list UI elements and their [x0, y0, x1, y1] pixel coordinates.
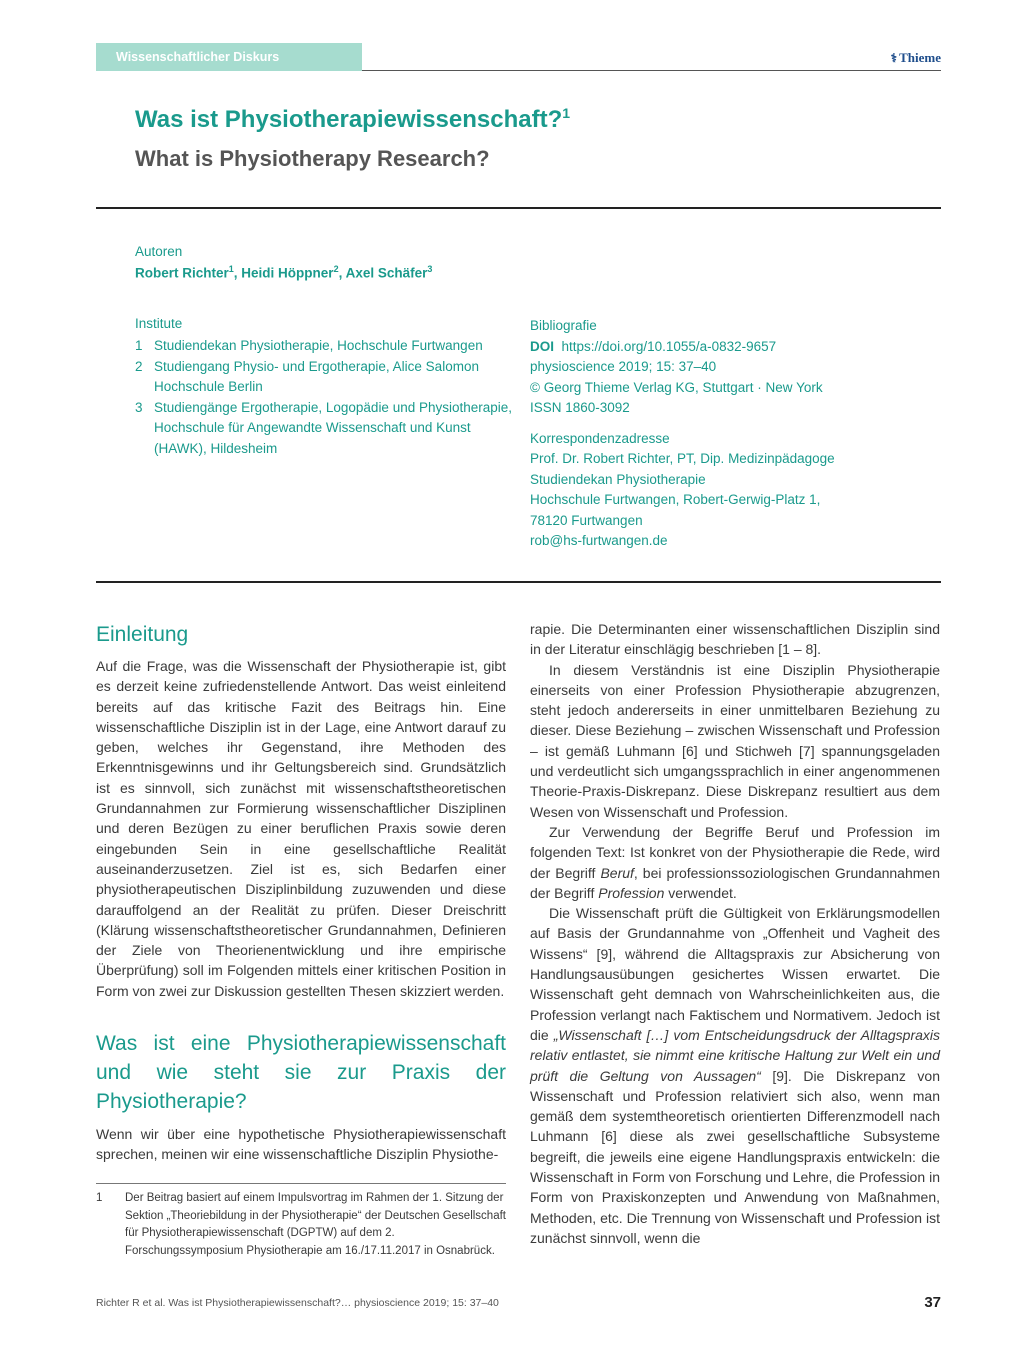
author: Heidi Höppner — [241, 265, 334, 281]
header-block-rule — [96, 581, 941, 583]
article-subtitle: What is Physiotherapy Research? — [135, 146, 490, 171]
publisher-logo — [891, 50, 941, 66]
staff-of-asclepius-icon: ⚕ — [890, 51, 898, 65]
institute-item: 1 Studiendekan Physiotherapie, Hochschule Furtwangen — [135, 338, 483, 353]
correspondence-line: Studiendekan Physiotherapie — [530, 471, 706, 487]
correspondence-label: Korrespondenzadresse — [530, 430, 670, 446]
institute-item: 3 Studiengänge Ergotherapie, Logopädie und Physiotherapie, Hochschule für Angewandte Wissenschaft und Kunst (HAWK), Hildesheim — [135, 399, 513, 456]
paragraph: Wenn wir über eine hypothetische Physiotherapiewissenschaft sprechen, meinen wir eine wissenschaftliche Disziplin Physiothe- — [96, 1126, 506, 1163]
footer-citation: Richter R et al. Was ist Physiotherapiewissenschaft?… physioscience 2019; 15: 37–40 — [96, 1297, 499, 1309]
author: Robert Richter — [135, 265, 229, 281]
paragraph: Die Wissenschaft prüft die Gültigkeit von Erklärungsmodellen auf Basis der Grundannahme von „Offenheit und Vagheit des Wissens“ [9], während die Alltagspraxis zur Absicherung von Handlungsausübungen gesichertes Wissen erwartet. Die Wissenschaft geht demnach von Wahrscheinlichkeiten aus, die Profession verlangt nach Faktischem und Normativem. Jedoch ist die „Wissenschaft […] vom Entscheidungsdruck der Alltagspraxis relativ entlastet, sie nimmt eine kritische Haltung zur Welt ein und prüft die Geltung von Aussagen“ [9]. Die Diskrepanz von Wissenschaft und Profession relativiert sich also, wenn man gemäß dem systemtheoretisch orientierten Differenzmodell nach Luhmann [6] diese als zwei gesellschaftliche Subsysteme begreift, die jeweils eine eigene Handlungspraxis entwickeln: die Wissenschaft in Form von Forschung und Lehre, die Profession in Form von Praxiskonzepten und Anwendung von Maßnahmen, Methoden, etc. Die Trennung von Wissenschaft und Profession ist zunächst sinnvoll, wenn die — [530, 905, 941, 1246]
title-rule — [96, 207, 941, 209]
paragraph: rapie. Die Determinanten einer wissenschaftlichen Disziplin sind in der Literatur einschlägig beschrieben [1 – 8]. — [530, 621, 940, 658]
heading-intro: Einleitung — [96, 623, 189, 646]
doi-line: DOI https://doi.org/10.1055/a-0832-9657 — [530, 338, 777, 354]
doi-link[interactable]: https://doi.org/10.1055/a-0832-9657 — [561, 338, 777, 354]
heading-section-2: Was ist eine Physiotherapiewissenschaft und wie steht sie zur Praxis der Physiotherapie? — [96, 1032, 506, 1114]
left-column — [96, 620, 506, 1165]
institutes-label: Institute — [135, 316, 183, 331]
header-rule — [362, 70, 941, 71]
footnote-rule — [96, 1183, 506, 1184]
correspondence-line: Hochschule Furtwangen, Robert-Gerwig-Platz 1, — [530, 492, 821, 507]
paragraph: In diesem Verständnis ist eine Disziplin Physiotherapie einerseits von einer Profession Physiotherapie abzugrenzen, steht jedoch andererseits in einer unmittelbaren Beziehung zu dieser. Diese Beziehung – zwischen Wissenschaft und Profession – ist gemäß Luhmann [6] und Stichweh [7] spannungsgeladen und verdeutlicht sich umgangssprachlich in einer angenommenen Theorie-Praxis-Diskrepanz. Diese Diskrepanz resultiert aus dem Wesen von Wissenschaft und Profession. — [530, 661, 940, 820]
footnote: 1 Der Beitrag basiert auf einem Impulsvortrag im Rahmen der 1. Sitzung der Sektion „Theoriebildung in der Physiotherapie“ der Deutschen Gesellschaft für Physiotherapiewissenschaft (DGPTW) auf dem 2. Forschungssymposium Physiotherapie am 16./17.11.2017 in Osnabrück. — [96, 1192, 506, 1257]
correspondence-line: Prof. Dr. Robert Richter, PT, Dip. Medizinpädagoge — [530, 451, 835, 466]
email-link[interactable]: rob@hs-furtwangen.de — [530, 533, 668, 548]
right-column — [530, 619, 940, 1248]
bibliography-label: Bibliografie — [530, 318, 597, 333]
paragraph: Zur Verwendung der Begriffe Beruf und Profession im folgenden Text: Ist konkret von der Physiotherapie die Rede, wird der Begriff Beruf, bei professionssoziologischen Grundannahmen der Begriff Profession verwendet. — [530, 823, 940, 901]
issn: ISSN 1860-3092 — [530, 400, 630, 415]
bibliography-block — [530, 316, 940, 552]
institutes-list — [135, 336, 515, 459]
copyright: © Georg Thieme Verlag KG, Stuttgart · New York — [530, 379, 823, 395]
authors-label: Autoren — [135, 244, 183, 259]
article-title: Was ist Physiotherapiewissenschaft?$^1$ — [135, 105, 571, 133]
author-list: Robert Richter$^1$, Heidi Höppner$^2$, Axel Schäfer$^3$ — [135, 264, 433, 281]
page-number: 37 — [924, 1294, 941, 1311]
publisher-name: Thieme — [899, 50, 941, 65]
institute-item: 2 Studiengang Physio- und Ergotherapie, Alice Salomon Hochschule Berlin — [135, 358, 479, 394]
paragraph: Auf die Frage, was die Wissenschaft der Physiotherapie ist, gibt es derzeit keine zufriedenstellende Antwort. Das weist einleitend bereits auf das kritische Fazit des Beitrags hin. Eine wissenschaftliche Disziplin ist in der Lage, eine Antwort darauf zu geben, welches ihr Gegenstand, ihre Methoden des Erkenntnisgewinns und ihr Geltungsbereich sind. Grundsätzlich ist es sinnvoll, sich zunächst mit wissenschaftstheoretischen Grundannahmen zur Formierung wissenschaftlicher Disziplinen und deren Bezügen zu einer beruflichen Praxis sowie deren eingebunden Sein in eine gesellschaftliche Realität auseinanderzusetzen. Ziel ist es, sich Bedarfen einer physiotherapeutischen Disziplinbildung zuzuwenden und diese darauffolgend an der Realität zu prüfen. Dieser Dreischritt (Klärung wissenschaftstheoretischer Grundannahmen, Definieren der Ziele von Theorienentwicklung und ihre empirische Überprüfung) soll im Folgenden mittels einer kritischen Position in Form von zwei zur Diskussion gestellten Thesen skizziert werden. — [96, 658, 506, 999]
section-label: Wissenschaftlicher Diskurs — [96, 43, 362, 71]
journal-citation: physioscience 2019; 15: 37–40 — [530, 359, 717, 374]
correspondence-line: 78120 Furtwangen — [530, 512, 643, 528]
author: Axel Schäfer — [345, 265, 428, 281]
